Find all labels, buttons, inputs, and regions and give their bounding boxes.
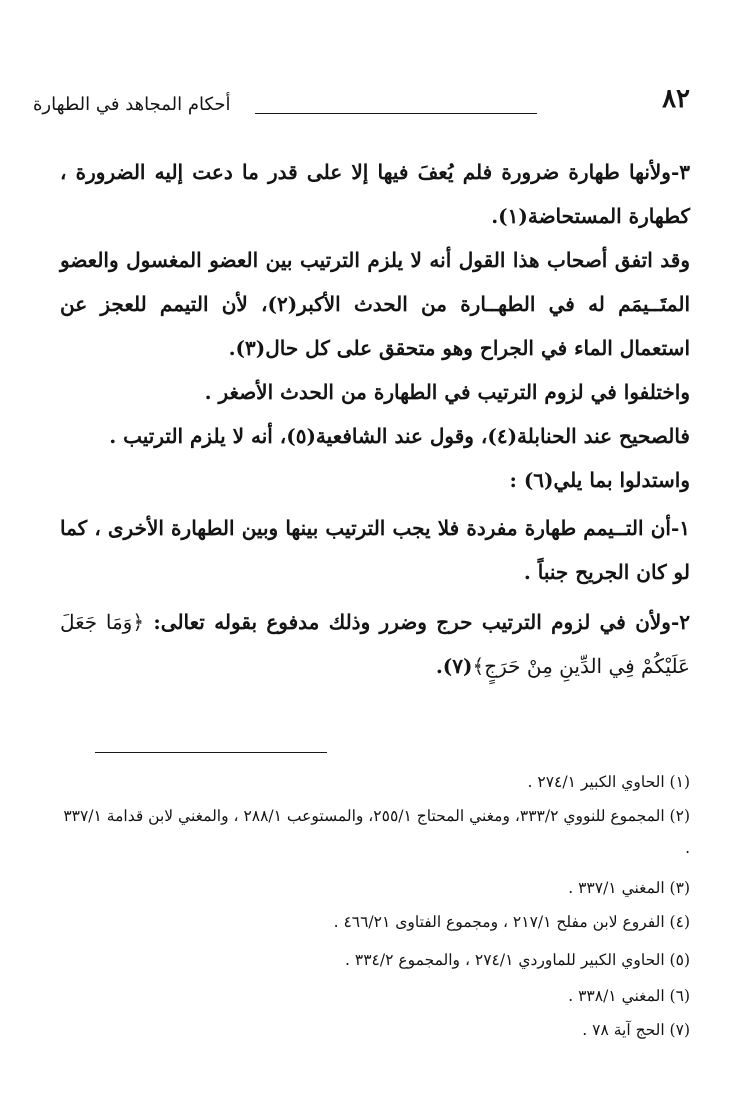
paragraph-evidence-intro: واستدلوا بما يلي(٦) : [509,468,690,492]
paragraph-reason-3: ٣-ولأنها طهارة ضرورة فلم يُعفَ فيها إلا على قدر ما دعت إليه الضرورة ، كطهارة المستحاضة(١). [60,160,690,228]
paragraph-agreement: وقد اتفق أصحاب هذا القول أنه لا يلزم الترتيب بين العضو المغسول والعضو المتَــيمَم له في الطهــارة من الحدث الأكبر(٢)، لأن التيمم للعجز عن استعمال الماء في الجراح وهو متحقق على كل حال(٣). [60,248,690,360]
quran-verse: ﴿وَمَا جَعَلَ عَلَيْكُمْ فِي الدِّينِ مِنْ حَرَجٍ﴾ [60,610,690,678]
footnote-6: (٦) المغني ٣٣٨/١ . [568,987,690,1005]
verse-footnote-ref: (٧). [435,654,473,678]
paragraph-sound-opinion: فالصحيح عند الحنابلة(٤)، وقول عند الشافعية(٥)، أنه لا يلزم الترتيب . [109,424,690,448]
evidence-2-text: ٢-ولأن في لزوم الترتيب حرج وضرر وذلك مدفوع بقوله تعالى: [153,610,691,634]
paragraph-evidence-1: ١-أن التــيمم طهارة مفردة فلا يجب الترتيب بينها وبين الطهارة الأخرى ، كما لو كان الجريح جنباً . [60,516,690,584]
header-rule [255,113,537,114]
footnote-4: (٤) الفروع لابن مفلح ٢١٧/١ ، ومجموع الفتاوى ٤٦٦/٢١ . [333,913,690,931]
footnote-3: (٣) المغني ٣٣٧/١ . [568,879,690,897]
paragraph-disagreement: واختلفوا في لزوم الترتيب في الطهارة من الحدث الأصغر . [204,380,690,404]
running-title: أحكام المجاهد في الطهارة [33,94,231,115]
footnote-2: (٢) المجموع للنووي ٣٣٣/٢، ومغني المحتاج ٢٥٥/١، والمستوعب ٢٨٨/١ ، والمغني لابن قدامة ٣٣٧/١ . [63,807,690,857]
footnote-5: (٥) الحاوي الكبير للماوردي ٢٧٤/١ ، والمجموع ٣٣٤/٢ . [345,951,690,969]
footnote-1: (١) الحاوي الكبير ٢٧٤/١ . [527,773,690,791]
page-number: ٨٢ [662,84,690,114]
footnote-separator [95,752,327,753]
footnote-7: (٧) الحج آية ٧٨ . [582,1021,690,1039]
paragraph-evidence-2 [60,600,690,688]
